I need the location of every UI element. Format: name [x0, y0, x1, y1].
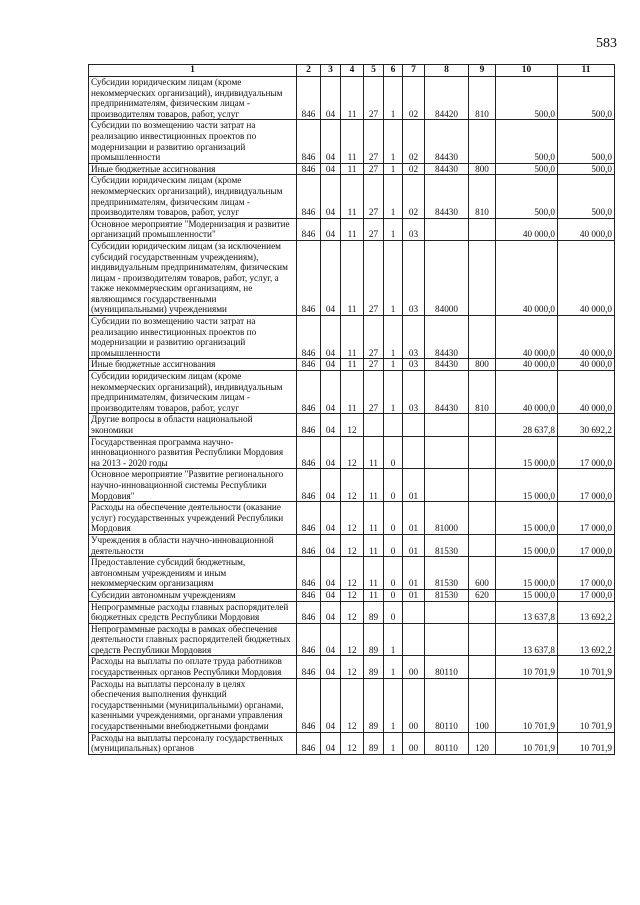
- amount-year-2: 500,0: [558, 163, 615, 175]
- column-header: 6: [384, 65, 403, 77]
- subsection-code: 12: [341, 623, 364, 656]
- subsection-code: 12: [341, 589, 364, 601]
- amount-year-2: 500,0: [558, 120, 615, 163]
- amount-year-1: 10 701,9: [496, 732, 558, 754]
- program-code: [364, 414, 384, 436]
- column-header: 9: [469, 65, 496, 77]
- expense-type-code: 620: [469, 589, 496, 601]
- section-code: 04: [321, 414, 341, 436]
- subsection-code: 11: [341, 240, 364, 315]
- program-code: 27: [364, 371, 384, 414]
- column-header: 7: [403, 65, 425, 77]
- subprogram-code: 0: [384, 601, 403, 623]
- direction-code: [425, 601, 469, 623]
- row-name: Субсидии по возмещению части затрат на реализацию инвестиционных проектов по модернизации и развитию организаций промышленности: [89, 316, 297, 359]
- expense-type-code: [469, 316, 496, 359]
- amount-year-1: 500,0: [496, 163, 558, 175]
- subsection-code: 12: [341, 414, 364, 436]
- event-code: 02: [403, 175, 425, 218]
- direction-code: [425, 218, 469, 240]
- subsection-code: 11: [341, 77, 364, 120]
- amount-year-1: 15 000,0: [496, 557, 558, 590]
- table-row: [89, 77, 615, 120]
- row-name: Иные бюджетные ассигнования: [89, 163, 297, 175]
- program-code: 27: [364, 163, 384, 175]
- row-name: Субсидии юридическим лицам (за исключением субсидий государственным учреждениям), индивидуальным предпринимателям, физическим лицам - производителям товаров, работ, услуг, а также некоммерческим организациям, не являющимся государственными (муниципальными) учреждениями: [89, 240, 297, 315]
- subsection-code: 11: [341, 371, 364, 414]
- amount-year-2: 17 000,0: [558, 589, 615, 601]
- ministry-code: 846: [297, 240, 321, 315]
- subprogram-code: 1: [384, 120, 403, 163]
- column-header: 1: [89, 65, 297, 77]
- event-code: 03: [403, 359, 425, 371]
- subsection-code: 12: [341, 678, 364, 732]
- direction-code: [425, 623, 469, 656]
- section-code: 04: [321, 601, 341, 623]
- section-code: 04: [321, 120, 341, 163]
- section-code: 04: [321, 557, 341, 590]
- row-name: Непрограммные расходы главных распорядителей бюджетных средств Республики Мордовия: [89, 601, 297, 623]
- section-code: 04: [321, 534, 341, 556]
- subprogram-code: 1: [384, 77, 403, 120]
- subsection-code: 11: [341, 163, 364, 175]
- column-header: 3: [321, 65, 341, 77]
- amount-year-2: 10 701,9: [558, 732, 615, 754]
- ministry-code: 846: [297, 534, 321, 556]
- section-code: 04: [321, 436, 341, 469]
- section-code: 04: [321, 502, 341, 535]
- amount-year-1: 500,0: [496, 175, 558, 218]
- subsection-code: 12: [341, 732, 364, 754]
- subprogram-code: 1: [384, 316, 403, 359]
- event-code: 01: [403, 557, 425, 590]
- subsection-code: 11: [341, 175, 364, 218]
- event-code: [403, 623, 425, 656]
- row-name: Субсидии юридическим лицам (кроме некоммерческих организаций), индивидуальным предпринимателям, физическим лицам - производителям товаров, работ, услуг: [89, 77, 297, 120]
- row-name: Субсидии юридическим лицам (кроме некоммерческих организаций), индивидуальным предпринимателям, физическим лицам - производителям товаров, работ, услуг: [89, 371, 297, 414]
- expense-type-code: 810: [469, 371, 496, 414]
- table-row: [89, 316, 615, 359]
- event-code: 01: [403, 502, 425, 535]
- direction-code: 80110: [425, 732, 469, 754]
- subprogram-code: 1: [384, 218, 403, 240]
- ministry-code: 846: [297, 371, 321, 414]
- section-code: 04: [321, 732, 341, 754]
- table-row: [89, 601, 615, 623]
- amount-year-1: 15 000,0: [496, 436, 558, 469]
- subprogram-code: 1: [384, 163, 403, 175]
- column-header: 5: [364, 65, 384, 77]
- amount-year-1: 500,0: [496, 120, 558, 163]
- program-code: 27: [364, 316, 384, 359]
- table-row: [89, 502, 615, 535]
- direction-code: 81000: [425, 502, 469, 535]
- event-code: 01: [403, 534, 425, 556]
- table-row: [89, 557, 615, 590]
- expense-type-code: 800: [469, 163, 496, 175]
- ministry-code: 846: [297, 316, 321, 359]
- section-code: 04: [321, 371, 341, 414]
- subprogram-code: 0: [384, 534, 403, 556]
- subsection-code: 12: [341, 656, 364, 678]
- subprogram-code: 1: [384, 732, 403, 754]
- table-row: [89, 436, 615, 469]
- ministry-code: 846: [297, 175, 321, 218]
- ministry-code: 846: [297, 623, 321, 656]
- subsection-code: 11: [341, 316, 364, 359]
- event-code: [403, 601, 425, 623]
- column-header: 10: [496, 65, 558, 77]
- table-row: [89, 371, 615, 414]
- expense-type-code: [469, 601, 496, 623]
- amount-year-2: 17 000,0: [558, 502, 615, 535]
- row-name: Непрограммные расходы в рамках обеспечения деятельности главных распорядителей бюджетных средств Республики Мордовия: [89, 623, 297, 656]
- subprogram-code: 1: [384, 678, 403, 732]
- subsection-code: 12: [341, 502, 364, 535]
- page-number: 583: [596, 36, 617, 51]
- amount-year-1: 13 637,8: [496, 623, 558, 656]
- row-name: Государственная программа научно-инновационного развития Республики Мордовия на 2013 - 2020 годы: [89, 436, 297, 469]
- event-code: 02: [403, 163, 425, 175]
- subprogram-code: 0: [384, 469, 403, 502]
- program-code: 11: [364, 469, 384, 502]
- subprogram-code: 1: [384, 359, 403, 371]
- amount-year-2: 30 692,2: [558, 414, 615, 436]
- direction-code: 80110: [425, 678, 469, 732]
- subprogram-code: 1: [384, 656, 403, 678]
- program-code: 27: [364, 175, 384, 218]
- table-row: [89, 623, 615, 656]
- expense-type-code: 800: [469, 359, 496, 371]
- direction-code: 81530: [425, 557, 469, 590]
- column-header: 2: [297, 65, 321, 77]
- row-name: Предоставление субсидий бюджетным, автономным учреждениям и иным некоммерческим организациям: [89, 557, 297, 590]
- direction-code: [425, 469, 469, 502]
- subprogram-code: [384, 414, 403, 436]
- amount-year-1: 500,0: [496, 77, 558, 120]
- amount-year-2: 17 000,0: [558, 534, 615, 556]
- subprogram-code: 1: [384, 623, 403, 656]
- subprogram-code: 0: [384, 557, 403, 590]
- direction-code: 80110: [425, 656, 469, 678]
- event-code: 00: [403, 678, 425, 732]
- event-code: 01: [403, 589, 425, 601]
- table-row: [89, 678, 615, 732]
- amount-year-1: 15 000,0: [496, 502, 558, 535]
- row-name: Расходы на выплаты по оплате труда работников государственных органов Республики Мордовия: [89, 656, 297, 678]
- amount-year-2: 10 701,9: [558, 656, 615, 678]
- event-code: 02: [403, 77, 425, 120]
- expense-type-code: [469, 623, 496, 656]
- row-name: Расходы на обеспечение деятельности (оказание услуг) государственных учреждений Республики Мордовия: [89, 502, 297, 535]
- amount-year-2: 10 701,9: [558, 678, 615, 732]
- ministry-code: 846: [297, 678, 321, 732]
- amount-year-1: 15 000,0: [496, 534, 558, 556]
- row-name: Субсидии автономным учреждениям: [89, 589, 297, 601]
- event-code: 03: [403, 218, 425, 240]
- table-row: [89, 218, 615, 240]
- table-header-row: [89, 65, 615, 77]
- direction-code: 84430: [425, 120, 469, 163]
- table-row: [89, 359, 615, 371]
- table-row: [89, 120, 615, 163]
- table-row: [89, 469, 615, 502]
- direction-code: 84420: [425, 77, 469, 120]
- expense-type-code: [469, 534, 496, 556]
- expense-type-code: 120: [469, 732, 496, 754]
- ministry-code: 846: [297, 414, 321, 436]
- amount-year-1: 28 637,8: [496, 414, 558, 436]
- table-row: [89, 414, 615, 436]
- direction-code: 84430: [425, 371, 469, 414]
- program-code: 89: [364, 656, 384, 678]
- amount-year-2: 13 692,2: [558, 601, 615, 623]
- section-code: 04: [321, 240, 341, 315]
- direction-code: 84430: [425, 163, 469, 175]
- table-row: [89, 656, 615, 678]
- section-code: 04: [321, 175, 341, 218]
- amount-year-2: 500,0: [558, 77, 615, 120]
- ministry-code: 846: [297, 656, 321, 678]
- row-name: Другие вопросы в области национальной экономики: [89, 414, 297, 436]
- amount-year-1: 40 000,0: [496, 316, 558, 359]
- subsection-code: 11: [341, 359, 364, 371]
- table-row: [89, 163, 615, 175]
- program-code: 89: [364, 623, 384, 656]
- subsection-code: 12: [341, 436, 364, 469]
- row-name: Субсидии по возмещению части затрат на реализацию инвестиционных проектов по модернизации и развитию организаций промышленности: [89, 120, 297, 163]
- ministry-code: 846: [297, 557, 321, 590]
- ministry-code: 846: [297, 589, 321, 601]
- expense-type-code: [469, 240, 496, 315]
- subsection-code: 12: [341, 534, 364, 556]
- amount-year-1: 40 000,0: [496, 240, 558, 315]
- subsection-code: 12: [341, 469, 364, 502]
- subprogram-code: 0: [384, 436, 403, 469]
- event-code: [403, 414, 425, 436]
- row-name: Основное мероприятие "Модернизация и развитие организаций промышленности": [89, 218, 297, 240]
- subprogram-code: 1: [384, 240, 403, 315]
- direction-code: 84000: [425, 240, 469, 315]
- section-code: 04: [321, 218, 341, 240]
- amount-year-2: 40 000,0: [558, 240, 615, 315]
- amount-year-1: 13 637,8: [496, 601, 558, 623]
- program-code: 11: [364, 436, 384, 469]
- amount-year-2: 13 692,2: [558, 623, 615, 656]
- table-row: [89, 534, 615, 556]
- amount-year-1: 40 000,0: [496, 371, 558, 414]
- section-code: 04: [321, 77, 341, 120]
- event-code: 02: [403, 120, 425, 163]
- amount-year-1: 15 000,0: [496, 469, 558, 502]
- row-name: Расходы на выплаты персоналу государственных (муниципальных) органов: [89, 732, 297, 754]
- event-code: 03: [403, 316, 425, 359]
- expense-type-code: [469, 218, 496, 240]
- section-code: 04: [321, 678, 341, 732]
- expense-type-code: [469, 469, 496, 502]
- subprogram-code: 1: [384, 371, 403, 414]
- amount-year-2: 40 000,0: [558, 218, 615, 240]
- ministry-code: 846: [297, 601, 321, 623]
- table-row: [89, 589, 615, 601]
- ministry-code: 846: [297, 436, 321, 469]
- amount-year-2: 17 000,0: [558, 469, 615, 502]
- expense-type-code: 600: [469, 557, 496, 590]
- program-code: 11: [364, 534, 384, 556]
- subprogram-code: 0: [384, 502, 403, 535]
- expense-type-code: 100: [469, 678, 496, 732]
- column-header: 4: [341, 65, 364, 77]
- row-name: Расходы на выплаты персоналу в целях обеспечения выполнения функций государственными (муниципальными) органами, казенными учреждениями, органами управления государственными внебюджетными фондами: [89, 678, 297, 732]
- column-header: 11: [558, 65, 615, 77]
- direction-code: 81530: [425, 534, 469, 556]
- amount-year-1: 10 701,9: [496, 656, 558, 678]
- section-code: 04: [321, 469, 341, 502]
- program-code: 89: [364, 732, 384, 754]
- program-code: 27: [364, 120, 384, 163]
- section-code: 04: [321, 359, 341, 371]
- ministry-code: 846: [297, 502, 321, 535]
- amount-year-1: 10 701,9: [496, 678, 558, 732]
- expense-type-code: [469, 656, 496, 678]
- row-name: Учреждения в области научно-инновационной деятельности: [89, 534, 297, 556]
- section-code: 04: [321, 163, 341, 175]
- section-code: 04: [321, 316, 341, 359]
- table-row: [89, 732, 615, 754]
- program-code: 89: [364, 678, 384, 732]
- budget-table: [88, 64, 615, 755]
- amount-year-2: 500,0: [558, 175, 615, 218]
- amount-year-1: 40 000,0: [496, 359, 558, 371]
- direction-code: [425, 436, 469, 469]
- amount-year-1: 40 000,0: [496, 218, 558, 240]
- subsection-code: 12: [341, 557, 364, 590]
- program-code: 27: [364, 218, 384, 240]
- ministry-code: 846: [297, 163, 321, 175]
- ministry-code: 846: [297, 359, 321, 371]
- program-code: 11: [364, 589, 384, 601]
- amount-year-2: 40 000,0: [558, 359, 615, 371]
- subprogram-code: 1: [384, 175, 403, 218]
- ministry-code: 846: [297, 732, 321, 754]
- amount-year-2: 17 000,0: [558, 557, 615, 590]
- table-row: [89, 175, 615, 218]
- event-code: 01: [403, 469, 425, 502]
- row-name: Субсидии юридическим лицам (кроме некоммерческих организаций), индивидуальным предпринимателям, физическим лицам - производителям товаров, работ, услуг: [89, 175, 297, 218]
- event-code: 00: [403, 732, 425, 754]
- expense-type-code: [469, 502, 496, 535]
- section-code: 04: [321, 589, 341, 601]
- amount-year-2: 40 000,0: [558, 371, 615, 414]
- ministry-code: 846: [297, 120, 321, 163]
- expense-type-code: 810: [469, 175, 496, 218]
- amount-year-2: 40 000,0: [558, 316, 615, 359]
- subsection-code: 12: [341, 601, 364, 623]
- expense-type-code: [469, 414, 496, 436]
- row-name: Иные бюджетные ассигнования: [89, 359, 297, 371]
- program-code: 89: [364, 601, 384, 623]
- expense-type-code: [469, 120, 496, 163]
- table-row: [89, 240, 615, 315]
- section-code: 04: [321, 656, 341, 678]
- direction-code: 84430: [425, 316, 469, 359]
- event-code: [403, 436, 425, 469]
- amount-year-1: 15 000,0: [496, 589, 558, 601]
- direction-code: 84430: [425, 359, 469, 371]
- program-code: 11: [364, 502, 384, 535]
- event-code: 03: [403, 371, 425, 414]
- subprogram-code: 0: [384, 589, 403, 601]
- ministry-code: 846: [297, 469, 321, 502]
- column-header: 8: [425, 65, 469, 77]
- subsection-code: 11: [341, 120, 364, 163]
- program-code: 27: [364, 359, 384, 371]
- direction-code: 84430: [425, 175, 469, 218]
- event-code: 00: [403, 656, 425, 678]
- program-code: 27: [364, 77, 384, 120]
- ministry-code: 846: [297, 218, 321, 240]
- section-code: 04: [321, 623, 341, 656]
- ministry-code: 846: [297, 77, 321, 120]
- expense-type-code: 810: [469, 77, 496, 120]
- subsection-code: 11: [341, 218, 364, 240]
- expense-type-code: [469, 436, 496, 469]
- program-code: 11: [364, 557, 384, 590]
- program-code: 27: [364, 240, 384, 315]
- row-name: Основное мероприятие "Развитие регионального научно-инновационной системы Республики Мордовия": [89, 469, 297, 502]
- direction-code: [425, 414, 469, 436]
- event-code: 03: [403, 240, 425, 315]
- direction-code: 81530: [425, 589, 469, 601]
- amount-year-2: 17 000,0: [558, 436, 615, 469]
